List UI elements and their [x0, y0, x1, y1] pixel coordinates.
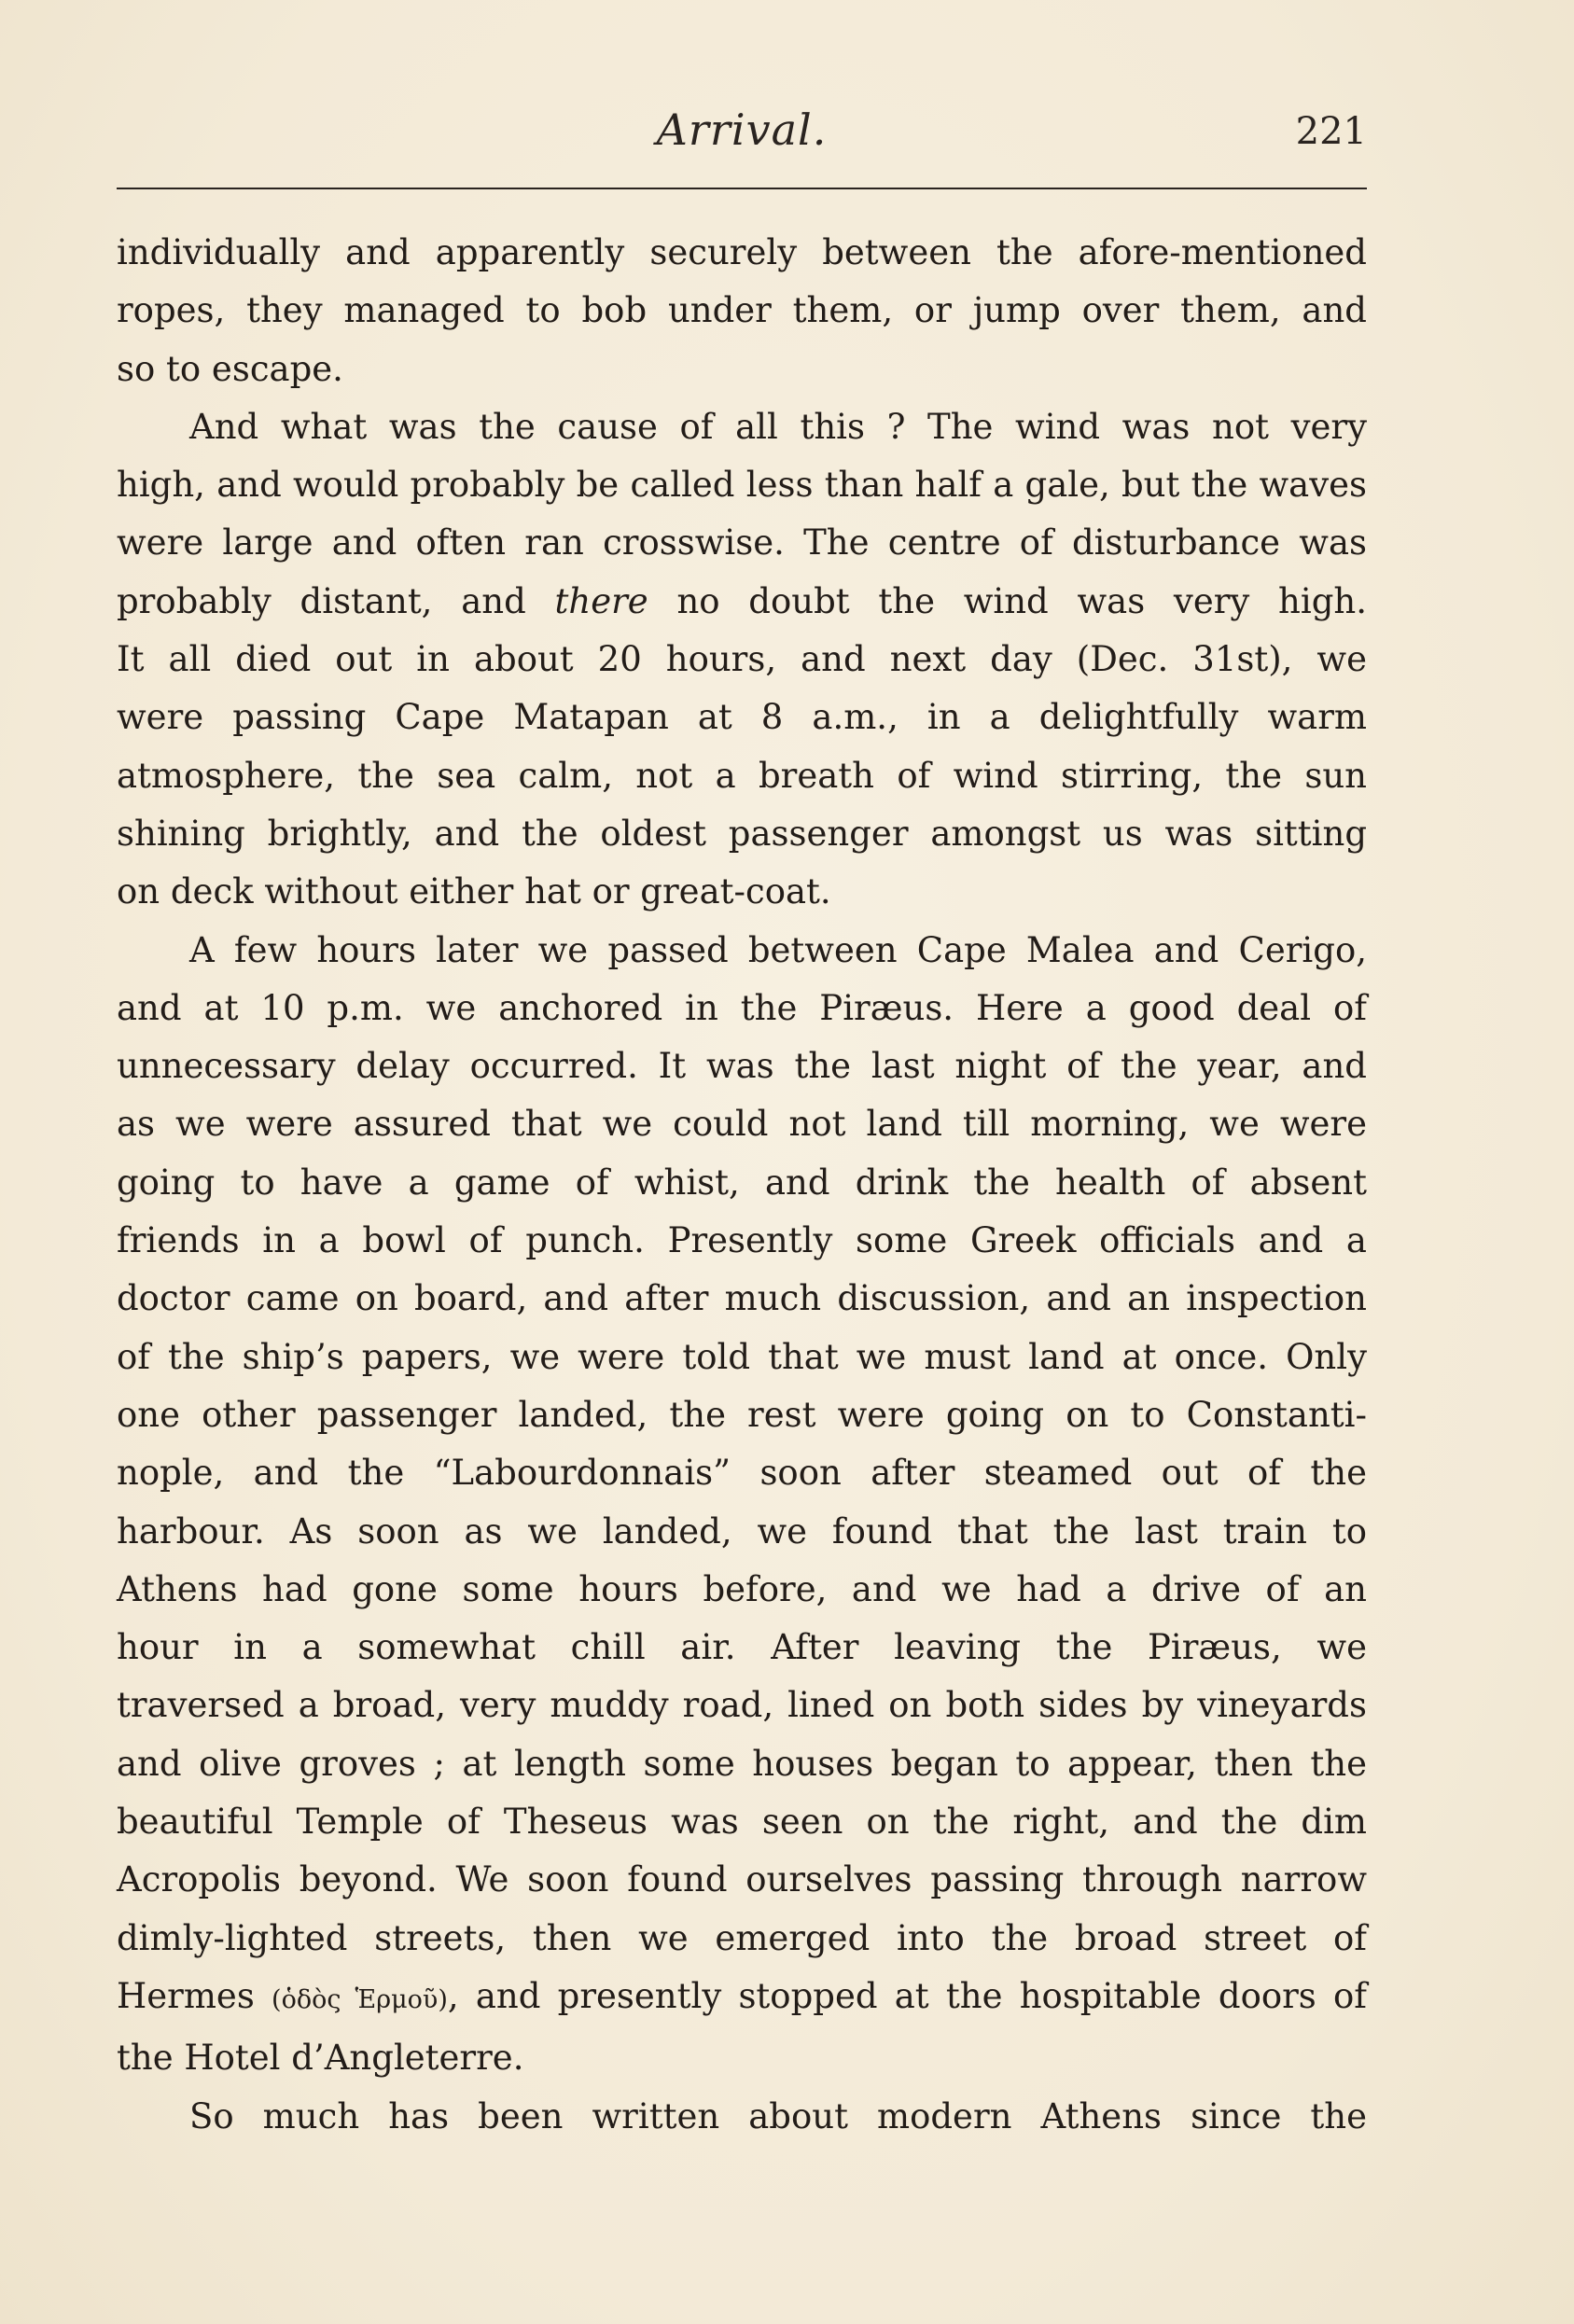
paragraph-2: [117, 398, 1367, 922]
text-line: individually and apparently securely between the afore-mentioned: [117, 232, 1367, 272]
text-line: and at 10 p.m. we anchored in the Piræus. Here a good deal of: [117, 987, 1367, 1028]
text-line: A few hours later we passed between Cape Malea and Cerigo,: [189, 929, 1367, 970]
text-line: atmosphere, the sea calm, not a breath of wind stirring, the sun: [117, 755, 1367, 796]
text-line: and olive groves ; at length some houses began to appear, then the: [117, 1743, 1367, 1784]
text-line: were passing Cape Matapan at 8 a.m., in a delightfully warm: [117, 697, 1367, 738]
text-line: So much has been written about modern Athens since the: [189, 2095, 1367, 2136]
text-line: Acropolis beyond. We soon found ourselves passing through narrow: [117, 1859, 1367, 1900]
text-line: harbour. As soon as we landed, we found that the last train to: [117, 1510, 1367, 1552]
text-line: [117, 573, 1367, 631]
text-line: friends in a bowl of punch. Presently some Greek officials and a: [117, 1220, 1367, 1261]
text-line: beautiful Temple of Theseus was seen on the right, and the dim: [117, 1802, 1367, 1843]
text-line: nople, and the “Labourdonnais” soon after steamed out of the: [117, 1453, 1367, 1494]
text-line: It all died out in about 20 hours, and next day (Dec. 31st), we: [117, 639, 1367, 680]
text-line: Athens had gone some hours before, and we had a drive of an: [117, 1568, 1367, 1609]
text-run: probably distant, and: [117, 580, 555, 621]
text-line: And what was the cause of all this ? The wind was not very: [189, 406, 1367, 447]
running-title: Arrival.: [656, 104, 828, 155]
text-line: ropes, they managed to bob under them, or jump over them, and: [117, 290, 1367, 331]
text-line: traversed a broad, very muddy road, lined on both sides by vineyards: [117, 1685, 1367, 1726]
text-line: the Hotel d’Angleterre.: [117, 2038, 524, 2079]
text-line: on deck without either hat or great-coat.: [117, 871, 831, 912]
text-run: Hermes: [117, 1975, 272, 2016]
greek-phrase: (ὁδὸς Ἑρμοῦ): [272, 1984, 448, 2014]
text-line: high, and would probably be called less than half a gale, but the waves: [117, 465, 1367, 506]
text-line: going to have a game of whist, and drink the health of absent: [117, 1162, 1367, 1203]
text-line: [117, 1968, 1367, 2029]
text-line: so to escape.: [117, 348, 343, 389]
text-run: , and presently stopped at the hospitable doors of: [447, 1975, 1367, 2016]
text-line: one other passenger landed, the rest were going on to Constanti-: [117, 1394, 1367, 1435]
text-line: shining brightly, and the oldest passenger amongst us was sitting: [117, 813, 1367, 854]
paragraph-1: [117, 224, 1367, 398]
text-line: unnecessary delay occurred. It was the last night of the year, and: [117, 1046, 1367, 1087]
text-line: as we were assured that we could not land till morning, we were: [117, 1104, 1367, 1145]
text-line: dimly-lighted streets, then we emerged into the broad street of: [117, 1917, 1367, 1958]
paragraph-4: [117, 2088, 1367, 2146]
text-line: were large and often ran crosswise. The centre of disturbance was: [117, 522, 1367, 564]
header-rule: [117, 188, 1367, 189]
text-line: of the ship’s papers, we were told that we must land at once. Only: [117, 1336, 1367, 1377]
text-run: no doubt the wind was very high.: [648, 580, 1367, 621]
italic-word: there: [554, 580, 648, 621]
text-line: hour in a somewhat chill air. After leaving the Piræus, we: [117, 1627, 1367, 1668]
running-head: [117, 104, 1367, 170]
paragraph-3: [117, 922, 1367, 2088]
page-number: 221: [1295, 110, 1367, 153]
text-line: doctor came on board, and after much discussion, and an inspection: [117, 1278, 1367, 1319]
body-text: [117, 224, 1367, 2146]
